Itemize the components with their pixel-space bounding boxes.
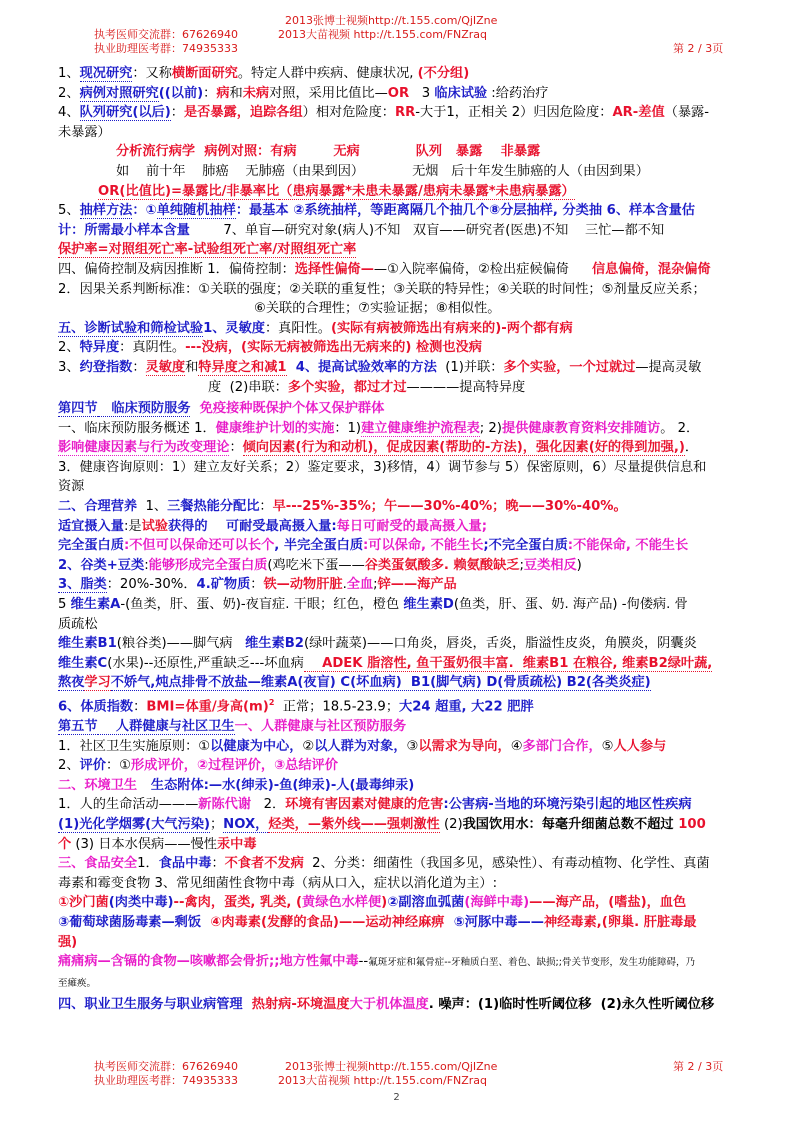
line-28: [58, 595, 758, 615]
l24-e: 可耐受最高摄入量:: [207, 518, 337, 534]
l25-d: :可以保命, 不能生长: [363, 538, 484, 554]
l43-f: ②副溶血弧菌: [387, 895, 465, 911]
l01-num: 1、: [58, 66, 80, 81]
line-17: [58, 378, 758, 398]
footer-video-link-2: 2013大苗视频 http://t.155.com/FNZraq: [278, 1074, 488, 1087]
l27-f: .: [342, 577, 347, 593]
l15-c: ---没病，(实际无病被筛选出无病来的) 检测也没病: [185, 340, 482, 356]
l39-i: 100: [678, 816, 706, 832]
l43-e: ): [381, 895, 388, 911]
l35-j: 人人参与: [613, 738, 667, 754]
line-20: [58, 438, 758, 458]
line-23: [58, 497, 758, 517]
l01-a: 现况研究: [79, 66, 133, 81]
l21-a: 3．健康咨询原则：1）建立友好关系；2）鉴定要求，3)移情，4）调节参与 5）保密原则，6）尽量提供信息和: [58, 459, 707, 475]
l16-num: 3、: [58, 359, 80, 375]
l11-c: 选择性偏倚—: [294, 261, 374, 277]
l27-c: 4.矿物质: [196, 577, 251, 593]
l38-f: -当地的环境污染引起的地区性疾病: [488, 797, 692, 813]
l23-a: 二、合理营养: [58, 499, 138, 515]
l08-a: 抽样方法: [79, 203, 133, 219]
l11-a: 四、偏倚控制及病因推断: [58, 261, 204, 277]
l16-f: 4、提高试验效率的方法: [286, 359, 437, 375]
line-38: [58, 795, 758, 815]
l39-g: (2): [439, 816, 463, 832]
l02-h: OR: [387, 85, 410, 101]
l05-e: 非暴露: [482, 144, 541, 160]
line-8: [58, 201, 758, 221]
l24-a: 适宜摄入量: [58, 518, 124, 534]
l43-g: (海鲜中毒): [464, 895, 530, 911]
l03-f: -大于1，正相关 2）归因危险度：: [415, 105, 613, 121]
l08-c: 单纯随机抽样: [156, 203, 236, 219]
l19-h: 。 2．: [660, 420, 700, 436]
l46-c: 氟斑牙症和氟骨症--牙釉质白垩、着色、缺损;;骨关节变形，发生功能障碍，乃: [368, 957, 695, 969]
header-video-link-1: 2013张博士视频http://t.155.com/QjIZne: [285, 14, 498, 27]
line-27: [58, 575, 758, 595]
l01-e: (不分组): [417, 66, 470, 81]
l32-b: 学习: [84, 675, 111, 691]
l32-e: —维素A(夜盲) C(坏血病) B1(脚气病) D(骨质疏松) B2(各类炎症): [247, 675, 651, 691]
l25-b: :不但可以保命还可以长个: [123, 538, 275, 554]
l03-a: 队列研究(以后): [79, 105, 171, 121]
l07-b: （患病暴露*未患未暴露/患病未暴露*未患病暴露）: [279, 183, 575, 199]
line-14: [58, 319, 758, 339]
l26-f: ;: [519, 557, 524, 573]
line-46: [58, 952, 758, 973]
l41-b: 1．: [137, 856, 159, 872]
l25-f: :不能保命, 不能生长: [567, 538, 689, 554]
l41-c: 食品中毒: [158, 856, 212, 872]
line-48: [58, 995, 758, 1015]
l14-c: ：真阳性。: [265, 320, 331, 336]
l48-d: . 噪声：(1)临时性听阈位移 (2)永久性听阈位移: [428, 997, 715, 1013]
l02-k: :给药治疗: [487, 85, 549, 101]
header-page-label: 第 2 / 3页: [673, 42, 724, 55]
l27-b: ：20%-30%．: [106, 577, 197, 593]
line-29: [58, 615, 758, 635]
l02-j: 临床试验: [434, 85, 488, 101]
l31-c: ADEK 脂溶性, 鱼干蛋奶很丰富. 维素B1 在粮谷, 维素B2绿叶蔬,: [303, 655, 713, 671]
l12-a: 2．因果关系判断标准：①关联的强度；②关联的重复性；③关联的特异性；④关联的时间性；⑤剂量反应关系；: [58, 281, 706, 297]
l16-b: ：: [132, 359, 146, 375]
l08-h: 6、样本含量估: [602, 203, 695, 219]
l27-d: ：: [250, 577, 264, 593]
l20-d: ．: [684, 440, 699, 456]
line-26: [58, 556, 758, 576]
l02-f: 未病: [242, 85, 270, 101]
line-5: [58, 142, 758, 162]
footer-qq-group-2: 执业助理医考群：74935333: [94, 1074, 238, 1087]
l27-h: ;: [373, 577, 378, 593]
line-36: [58, 756, 758, 776]
l16-h: 多个实验，一个过就过: [503, 359, 636, 375]
l26-h: ): [576, 557, 582, 573]
l26-b: :: [144, 557, 149, 573]
l42-b: 3、常见细菌性食物中毒（病从口入，症状以消化道为主）:: [150, 875, 498, 891]
l24-c: 试验: [141, 518, 168, 534]
l10-a: 保护率=对照组死亡率-试验组死亡率/对照组死亡率: [58, 242, 357, 258]
line-44: [58, 913, 758, 933]
l43-a: ①沙门菌: [58, 895, 109, 911]
l35-d: 以人群为对象，: [314, 738, 407, 754]
l36-b: ：①: [105, 758, 131, 774]
l03-num: 4、: [58, 105, 80, 121]
header-video-link-2: 2013大苗视频 http://t.155.com/FNZraq: [278, 28, 488, 41]
l39-f: 强刺激性: [387, 816, 440, 832]
l48-b: 热射病-环境温度: [242, 997, 350, 1013]
l28-d: 维生素D: [403, 597, 454, 613]
l35-c: ②: [302, 738, 315, 754]
l35-e: ③: [406, 738, 419, 754]
l35-a: 1．社区卫生实施原则：①: [58, 738, 211, 754]
line-31: [58, 654, 758, 674]
l34-a: 第五节: [58, 718, 98, 734]
l01-d: 。特定人群中疾病、健康状况,: [237, 66, 418, 81]
line-1: [58, 64, 758, 84]
l19-c: 健康维护计划的实施: [215, 420, 335, 436]
l25-e: ;不完全蛋白质: [483, 538, 568, 554]
l28-e: (鱼类，肝、蛋、奶. 海产品) -佝偻病. 骨: [453, 597, 688, 613]
l18-c: 免疫接种既保护个体又保护群体: [190, 401, 385, 417]
line-2: [58, 84, 758, 104]
line-19: [58, 419, 758, 439]
l26-g: 豆类相反: [523, 557, 577, 573]
l44-d: 神经毒素,(卵巢. 肝脏毒最: [543, 914, 697, 930]
l16-c: 灵敏度: [145, 359, 186, 375]
page-number: 2: [393, 1092, 400, 1103]
l28-a: 5: [58, 597, 71, 613]
l06-b: 无烟 后十年发生肺癌的人（由因到果）: [412, 163, 649, 179]
line-42: [58, 874, 758, 894]
l19-a: 一、临床预防服务概述: [58, 420, 190, 436]
l15-a: 特异度: [79, 340, 120, 356]
l39-d: 烃类，: [268, 816, 308, 832]
l08-b: ：①: [132, 203, 157, 219]
l18-b: 临床预防服务: [97, 401, 191, 417]
l43-d: 黄绿色水样便: [302, 895, 382, 911]
l33-a: 体质指数: [80, 699, 134, 715]
line-47: [58, 973, 758, 994]
l25-a: 完全蛋白质: [58, 538, 124, 554]
l17-c: ————提高特异度: [406, 379, 526, 395]
l02-e: 和: [229, 85, 243, 101]
l23-b: 1、: [137, 499, 168, 515]
l08-g: 分层抽样, 分类抽: [500, 203, 603, 219]
l41-a: 三、食品安全: [58, 856, 138, 872]
l11-e: 信息偏倚，混杂偏倚: [569, 261, 711, 277]
l38-a: 1．人的生命活动———: [58, 797, 199, 813]
l36-num: 2、: [58, 758, 80, 774]
l44-a: ③葡萄球菌肠毒素—剩饭: [58, 914, 202, 930]
line-35: [58, 737, 758, 757]
line-16: [58, 358, 758, 378]
l07-a: OR(比值比)=暴露比/非暴率比: [98, 183, 280, 199]
document-body: [58, 64, 758, 1015]
l05-a: 分析流行病学: [116, 144, 196, 160]
l43-h: ——海产品，(嗜盐)，血色: [529, 895, 687, 911]
l48-a: 四、职业卫生服务与职业病管理: [58, 997, 243, 1013]
l35-g: ④: [510, 738, 523, 754]
l25-c: , 半完全蛋白质: [274, 538, 364, 554]
l42-a: 毒素和霉变食物: [58, 875, 151, 891]
l33-e: 大24 超重, 大22 肥胖: [399, 699, 534, 715]
l02-b: ((以前): [158, 85, 204, 101]
line-30: [58, 634, 758, 654]
l40-a: 个: [58, 836, 72, 852]
header-qq-group-2: 执业助理医考群：74935333: [94, 42, 238, 55]
l02-i: 3: [409, 85, 435, 101]
footer-qq-group-1: 执考医师交流群：67626940: [94, 1060, 238, 1073]
l29-a: 质疏松: [58, 616, 98, 632]
l15-num: 2、: [58, 340, 80, 356]
line-11: [58, 260, 758, 280]
l35-i: ⑤: [601, 738, 614, 754]
l41-d: ：: [211, 856, 225, 872]
l46-b: --: [358, 954, 369, 970]
l20-c: 倾向因素(行为和动机)，促成因素(帮助的-方法)，强化因素(好的得到加强,): [242, 440, 685, 456]
l38-b: 新陈代谢: [198, 797, 252, 813]
l32-d: 炖点排骨不放盐: [155, 675, 248, 691]
l30-a: 维生素B1: [58, 636, 117, 652]
l38-e: :公害病: [443, 797, 489, 813]
l05-d: 队列 暴露: [415, 144, 483, 160]
l33-num: 6、: [58, 699, 81, 715]
line-24: [58, 517, 758, 537]
l19-g: 提供健康教育资料安排随访: [501, 420, 661, 436]
l11-d: —①入院率偏倚，②检出症候偏倚: [373, 261, 569, 277]
l03-e: RR: [394, 105, 416, 121]
l36-a: 评价: [79, 758, 106, 774]
l14-d: (实际有病被筛选出有病来的)-两个都有病: [330, 320, 573, 336]
l26-a: 谷类+豆类: [80, 557, 145, 573]
line-6: [58, 162, 758, 182]
l43-b: (肉类中毒): [108, 895, 174, 911]
l03-h: （暴露-: [664, 105, 709, 121]
l32-c: 不娇气,: [110, 675, 156, 691]
l40-c: 汞中毒: [216, 836, 257, 852]
l24-d: 获得的: [167, 518, 208, 534]
l26-c: 能够形成完全蛋白质: [148, 557, 268, 573]
l27-g: 全血: [346, 577, 374, 593]
l37-b: 生态附体: [137, 777, 204, 793]
l14-a: 五、诊断试验和筛检试验: [58, 320, 204, 336]
l38-c: 2．: [251, 797, 286, 813]
line-15: [58, 338, 758, 358]
line-40: [58, 835, 758, 855]
header-qq-group-1: 执考医师交流群：67626940: [94, 28, 238, 41]
l11-b: 1．偏倚控制：: [203, 261, 295, 277]
line-45: [58, 933, 758, 953]
l16-e: 特异度之和减1: [198, 359, 287, 375]
l02-c: ：: [203, 85, 217, 101]
l37-a: 二、环境卫生: [58, 777, 138, 793]
l40-b: (3) 日本水俣病——慢性: [71, 836, 217, 852]
line-37: [58, 776, 758, 796]
page-footer: [0, 1060, 793, 1088]
line-7: [58, 182, 758, 202]
line-18: [58, 399, 758, 419]
line-12: [58, 280, 758, 300]
l08-num: 5、: [58, 203, 80, 219]
line-10: [58, 240, 758, 260]
l39-c: NOX，: [223, 816, 269, 832]
l41-e: 不食者不发病: [224, 856, 304, 872]
l33-b: ：: [133, 699, 147, 715]
l05-c: 无病: [296, 144, 360, 160]
l13-a: ⑥关联的合理性；⑦实验证据；⑧相似性。: [254, 301, 501, 317]
l01-b: ：又称: [132, 66, 172, 81]
l43-c: --禽肉，蛋类, 乳类, (: [173, 895, 303, 911]
l41-f: 2、分类：: [303, 856, 374, 872]
l08-e: 系统抽样，等距离隔几个抽几个: [304, 203, 489, 219]
l09-b: 7、单盲—研究对象(病人)不知 双盲——研究者(医患)不知 三忙—都不知: [189, 222, 665, 238]
line-21: [58, 458, 758, 478]
line-39: [58, 815, 758, 835]
l16-a: 约登指数: [79, 359, 133, 375]
l39-b: ；: [209, 816, 224, 832]
l36-c: 形成评价，②过程评价，③总结评价: [130, 758, 338, 774]
l19-f: ; 2): [479, 420, 502, 436]
l31-a: 维生素C: [58, 655, 108, 671]
l08-d: ：最基本 ②: [235, 203, 305, 219]
l02-g: 对照，采用比值比—: [269, 85, 388, 101]
l15-b: ：真阴性。: [119, 340, 186, 356]
l46-a: 痛痛病—含镉的食物—咳嗽都会骨折;;地方性氟中毒: [58, 954, 359, 970]
l06-a: 如 前十年 肺癌 无肺癌（由果到因）: [116, 163, 365, 179]
l16-g: (1)并联：: [436, 359, 504, 375]
page-header: [0, 14, 793, 56]
l19-d: ：1): [334, 420, 362, 436]
l26-d: (鸡吃米下蛋——: [267, 557, 365, 573]
l37-c: :—水(绅汞)-鱼(绅汞)-人(最毒绅汞): [203, 777, 415, 793]
l39-h: 我国饮用水：每毫升细菌总数不超过: [462, 816, 679, 832]
line-25: [58, 536, 758, 556]
l33-c: BMI=体重/身高(m): [146, 699, 269, 715]
l23-c: 三餐热能分配比: [167, 499, 260, 515]
l28-b: 维生素A: [70, 597, 121, 613]
l18-a: 第四节: [58, 401, 98, 417]
l30-b: (粮谷类)——脚气病: [116, 636, 246, 652]
line-4: [58, 123, 758, 143]
l33-d: 正常；18.5-23.9；: [274, 699, 400, 715]
l38-d: 环境有害因素对健康的危害: [285, 797, 444, 813]
l20-a: 影响健康因素与行为改变理论: [58, 440, 230, 456]
l03-b: ：: [170, 105, 184, 121]
l03-c: 是否暴露，追踪各组: [183, 105, 303, 121]
l08-f: ⑧: [488, 203, 501, 219]
l19-e: 建立健康维护流程表: [361, 420, 480, 436]
l02-d: 病: [216, 85, 230, 101]
l39-e: —紫外线——: [307, 816, 387, 832]
l27-num: 3、: [58, 577, 81, 593]
line-33: [58, 693, 758, 717]
footer-video-link-1: 2013张博士视频http://t.155.com/QjIZne: [285, 1060, 498, 1073]
l02-num: 2、: [58, 85, 80, 101]
footer-page-label: 第 2 / 3页: [673, 1060, 724, 1073]
l31-b: (水果)--还原性,严重缺乏---坏血病: [107, 655, 304, 671]
l23-d: ：: [259, 499, 273, 515]
l35-f: 以需求为导向，: [418, 738, 511, 754]
l47-a: 至瘫痪。: [58, 977, 97, 989]
l24-f: 每日可耐受的最高摄入量;: [336, 518, 487, 534]
l44-b: ④肉毒素(发酵的食品)——运动神经麻痹: [201, 914, 445, 930]
l04-a: 未暴露）: [58, 124, 111, 140]
line-22: [58, 477, 758, 497]
l26-num: 2、: [58, 557, 81, 573]
l19-b: 1．: [189, 420, 216, 436]
l44-c: ⑤河豚中毒——: [444, 914, 544, 930]
l20-b: ：: [229, 440, 243, 456]
l32-a: 熬夜: [58, 675, 85, 691]
l30-c: 维生素B2: [245, 636, 304, 652]
l05-b: 病例对照：有病: [195, 144, 297, 160]
l35-h: 多部门合作，: [522, 738, 602, 754]
line-13: [58, 299, 758, 319]
l03-g: AR-差值: [612, 105, 665, 121]
l45-a: 强): [58, 934, 78, 950]
line-41: [58, 854, 758, 874]
l02-a: 病例对照研究: [79, 85, 159, 101]
l27-i: 锌——海产品: [377, 577, 457, 593]
line-43: [58, 893, 758, 913]
l27-e: 铁—动物肝脏: [263, 577, 343, 593]
l03-d: ）相对危险度：: [302, 105, 395, 121]
l39-a: (1)光化学烟雾(大气污染): [58, 816, 210, 832]
l24-b: :是: [123, 518, 142, 534]
l48-c: 大于机体温度: [349, 997, 429, 1013]
l16-d: 和: [185, 359, 199, 375]
line-34: [58, 717, 758, 737]
l27-a: 脂类: [80, 577, 107, 593]
l22-a: 资源: [58, 479, 85, 495]
line-3: [58, 103, 758, 123]
l14-b: 1、灵敏度: [203, 320, 265, 336]
line-9: [58, 221, 758, 241]
l41-g: 细菌性（我国多见，感染性）、有毒动植物、化学性、真菌: [373, 856, 710, 872]
l26-e: 谷类蛋氨酸多. 赖氨酸缺乏: [364, 557, 520, 573]
l34-b: 人群健康与社区卫生: [97, 718, 235, 734]
l34-c: 一、人群健康与社区预防服务: [234, 718, 407, 734]
l23-e: 早---25%-35%；午——30%-40%；晚——30%-40%。: [272, 499, 627, 515]
l17-b: 多个实验，都过才过: [287, 379, 407, 395]
line-32: [58, 673, 758, 693]
l09-a: 计：所需最小样本含量: [58, 222, 190, 238]
l17-a: 度 (2)串联：: [208, 379, 288, 395]
l28-c: -(鱼类，肝、蛋、奶)-夜盲症. 干眼；红色，橙色: [120, 597, 404, 613]
l35-b: 以健康为中心，: [210, 738, 303, 754]
l30-d: (绿叶蔬菜)——口角炎，唇炎，舌炎，脂溢性皮炎，角膜炎，阴囊炎: [303, 636, 697, 652]
l01-c: 横断面研究: [171, 66, 238, 81]
l33-sup: 2: [268, 698, 275, 707]
l16-i: —提高灵敏: [635, 359, 702, 375]
